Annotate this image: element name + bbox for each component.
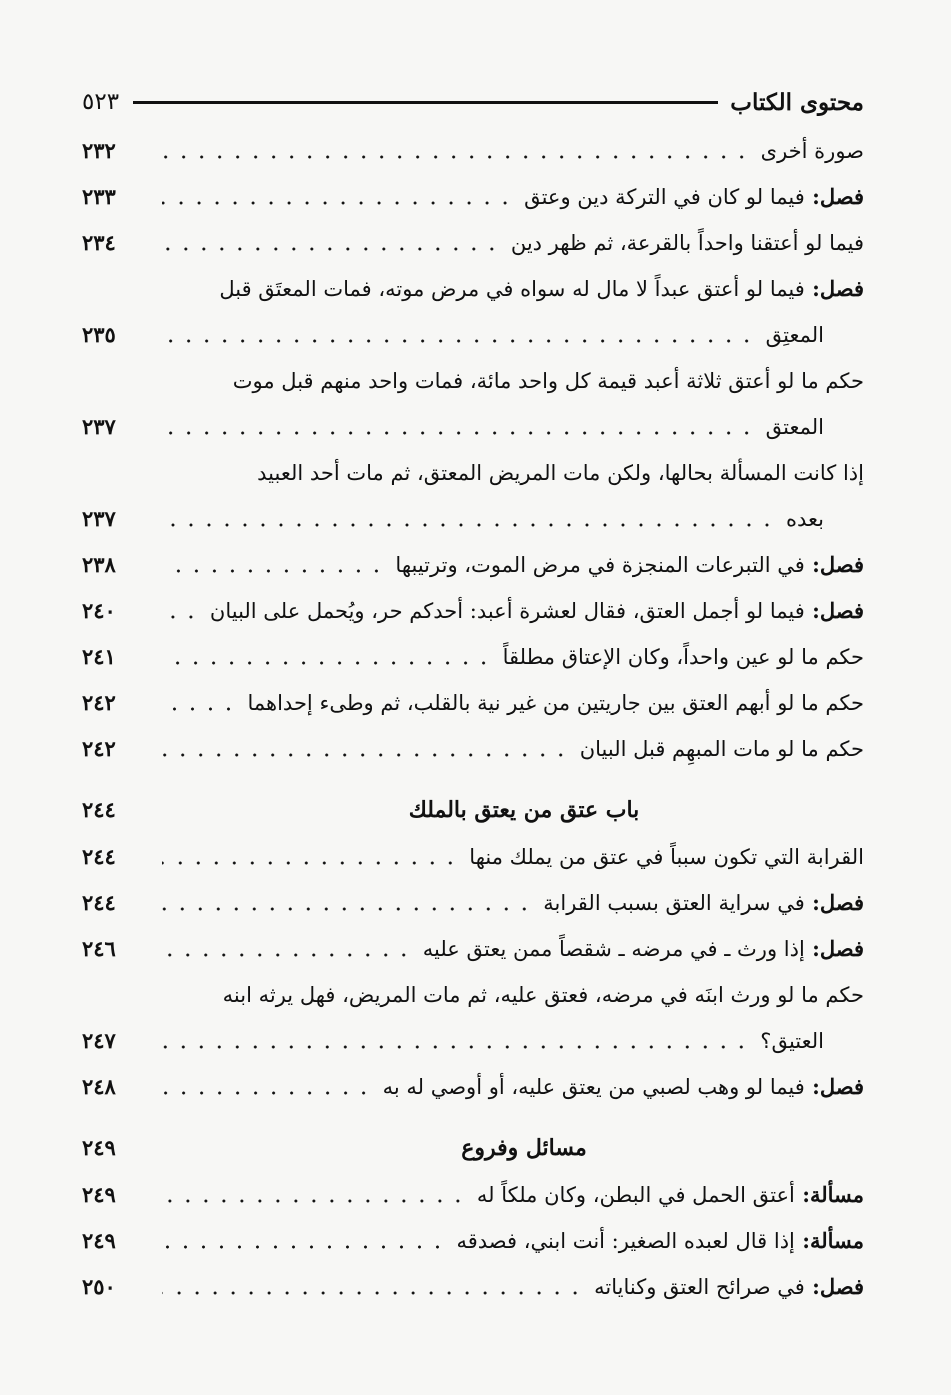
toc-entry[interactable] bbox=[82, 174, 864, 220]
page-number: ٥٢٣ bbox=[82, 89, 120, 115]
entry-label: فصل: bbox=[804, 276, 864, 301]
entry-title: إذا ورث ـ في مرضه ـ شقصاً ممن يعتق عليه bbox=[422, 937, 805, 961]
dot-leader bbox=[162, 1291, 584, 1295]
entry-label: فصل: bbox=[804, 1274, 864, 1299]
dot-leader bbox=[162, 247, 501, 251]
entry-title: في صرائح العتق وكناياته bbox=[594, 1275, 805, 1299]
page-header bbox=[82, 80, 864, 124]
dot-leader bbox=[162, 1245, 446, 1249]
entry-page: ٢٣٢ bbox=[82, 138, 116, 163]
header-rule bbox=[133, 101, 718, 104]
toc-entry-continuation[interactable] bbox=[82, 404, 864, 450]
toc-entry-continuation[interactable] bbox=[82, 1018, 864, 1064]
dot-leader bbox=[162, 1091, 373, 1095]
entry-label: مسألة: bbox=[794, 1228, 864, 1253]
entry-page: ٢٤٩ bbox=[82, 1228, 116, 1253]
entry-title-continued: المعتِق bbox=[765, 323, 824, 347]
entry-title: القرابة التي تكون سبباً في عتق من يملك منها bbox=[469, 845, 864, 869]
entry-page: ٢٣٣ bbox=[82, 184, 116, 209]
entry-title: فيما لو وهب لصبي من يعتق عليه، أو أوصي له به bbox=[382, 1075, 805, 1099]
entry-title: إذا قال لعبده الصغير: أنت ابني، فصدقه bbox=[456, 1229, 795, 1253]
dot-leader bbox=[162, 431, 756, 435]
toc-entry[interactable] bbox=[82, 834, 864, 880]
toc-entry-continuation[interactable] bbox=[82, 496, 864, 542]
toc-entry[interactable] bbox=[82, 1064, 864, 1110]
entry-page: ٢٣٥ bbox=[82, 322, 116, 347]
toc-entry[interactable] bbox=[82, 1172, 864, 1218]
toc-entry[interactable] bbox=[82, 266, 864, 312]
entry-title: إذا كانت المسألة بحالها، ولكن مات المريض المعتق، ثم مات أحد العبيد bbox=[257, 461, 864, 485]
toc-entry[interactable] bbox=[82, 972, 864, 1018]
dot-leader bbox=[162, 339, 756, 343]
dot-leader bbox=[162, 615, 200, 619]
entry-title: فيما لو أجمل العتق، فقال لعشرة أعبد: أحدكم حر، ويُحمل على البيان bbox=[209, 599, 805, 623]
entry-title: فيما لو أعتقنا واحداً بالقرعة، ثم ظهر دين bbox=[510, 231, 864, 255]
toc-entry[interactable] bbox=[82, 220, 864, 266]
entry-page: ٢٤٠ bbox=[82, 598, 116, 623]
entry-label: فصل: bbox=[804, 890, 864, 915]
entry-title: حكم ما لو ورث ابنَه في مرضه، فعتق عليه، ثم مات المريض، فهل يرثه ابنه bbox=[222, 983, 864, 1007]
entry-page: ٢٤٤ bbox=[82, 890, 116, 915]
toc-entry[interactable] bbox=[82, 128, 864, 174]
toc-entry[interactable] bbox=[82, 358, 864, 404]
toc-entry[interactable] bbox=[82, 542, 864, 588]
entry-title: أعتق الحمل في البطن، وكان ملكاً له bbox=[476, 1183, 795, 1207]
dot-leader bbox=[162, 569, 385, 573]
dot-leader bbox=[162, 201, 514, 205]
entry-label: فصل: bbox=[804, 936, 864, 961]
toc-entry[interactable] bbox=[82, 1218, 864, 1264]
entry-title: في سراية العتق بسبب القرابة bbox=[543, 891, 805, 915]
dot-leader bbox=[162, 707, 237, 711]
dot-leader bbox=[162, 1199, 467, 1203]
entry-title-continued: العتيق؟ bbox=[760, 1029, 824, 1053]
section-title: مسائل وفروع bbox=[461, 1135, 587, 1161]
entry-page: ٢٤١ bbox=[82, 644, 116, 669]
toc-entry[interactable] bbox=[82, 680, 864, 726]
running-title: محتوى الكتاب bbox=[730, 88, 864, 116]
entry-page: ٢٣٧ bbox=[82, 506, 116, 531]
section-page: ٢٤٩ bbox=[82, 1135, 116, 1160]
entry-page: ٢٥٠ bbox=[82, 1274, 116, 1299]
entry-page: ٢٤٢ bbox=[82, 736, 116, 761]
dot-leader bbox=[162, 907, 533, 911]
entry-title: حكم ما لو عين واحداً، وكان الإعتاق مطلقاً bbox=[502, 645, 864, 669]
section-heading[interactable] bbox=[82, 786, 864, 834]
dot-leader bbox=[162, 661, 493, 665]
table-of-contents bbox=[82, 128, 864, 1310]
entry-title: فيما لو أعتق عبداً لا مال له سواه في مرض موته، فمات المعتَق قبل bbox=[219, 277, 805, 301]
entry-label: فصل: bbox=[804, 552, 864, 577]
entry-title: صورة أخرى bbox=[760, 139, 864, 163]
toc-entry[interactable] bbox=[82, 450, 864, 496]
dot-leader bbox=[162, 155, 751, 159]
toc-entry[interactable] bbox=[82, 726, 864, 772]
entry-title-continued: المعتق bbox=[765, 415, 824, 439]
entry-label: مسألة: bbox=[794, 1182, 864, 1207]
entry-page: ٢٤٦ bbox=[82, 936, 116, 961]
dot-leader bbox=[162, 1045, 750, 1049]
toc-entry[interactable] bbox=[82, 634, 864, 680]
section-title: باب عتق من يعتق بالملك bbox=[408, 797, 640, 823]
entry-title: حكم ما لو أعتق ثلاثة أعبد قيمة كل واحد مائة، فمات واحد منهم قبل موت bbox=[232, 369, 864, 393]
entry-title: حكم ما لو أبهم العتق بين جاريتين من غير نية بالقلب، ثم وطىء إحداهما bbox=[247, 691, 864, 715]
entry-title: حكم ما لو مات المبهِم قبل البيان bbox=[579, 737, 864, 761]
entry-page: ٢٤٩ bbox=[82, 1182, 116, 1207]
entry-page: ٢٤٤ bbox=[82, 844, 116, 869]
dot-leader bbox=[162, 753, 570, 757]
entry-title: فيما لو كان في التركة دين وعتق bbox=[524, 185, 805, 209]
entry-page: ٢٣٧ bbox=[82, 414, 116, 439]
entry-label: فصل: bbox=[804, 598, 864, 623]
entry-page: ٢٣٨ bbox=[82, 552, 116, 577]
toc-entry[interactable] bbox=[82, 880, 864, 926]
section-page: ٢٤٤ bbox=[82, 797, 116, 822]
dot-leader bbox=[162, 861, 459, 865]
entry-title-continued: بعده bbox=[785, 507, 824, 531]
entry-page: ٢٤٧ bbox=[82, 1028, 116, 1053]
toc-entry[interactable] bbox=[82, 926, 864, 972]
section-heading[interactable] bbox=[82, 1124, 864, 1172]
toc-entry[interactable] bbox=[82, 588, 864, 634]
entry-page: ٢٤٨ bbox=[82, 1074, 116, 1099]
entry-page: ٢٣٤ bbox=[82, 230, 116, 255]
dot-leader bbox=[162, 523, 776, 527]
entry-label: فصل: bbox=[804, 184, 864, 209]
entry-title: في التبرعات المنجزة في مرض الموت، وترتيبها bbox=[395, 553, 805, 577]
entry-page: ٢٤٢ bbox=[82, 690, 116, 715]
dot-leader bbox=[162, 953, 413, 957]
entry-label: فصل: bbox=[804, 1074, 864, 1099]
toc-entry[interactable] bbox=[82, 1264, 864, 1310]
toc-entry-continuation[interactable] bbox=[82, 312, 864, 358]
